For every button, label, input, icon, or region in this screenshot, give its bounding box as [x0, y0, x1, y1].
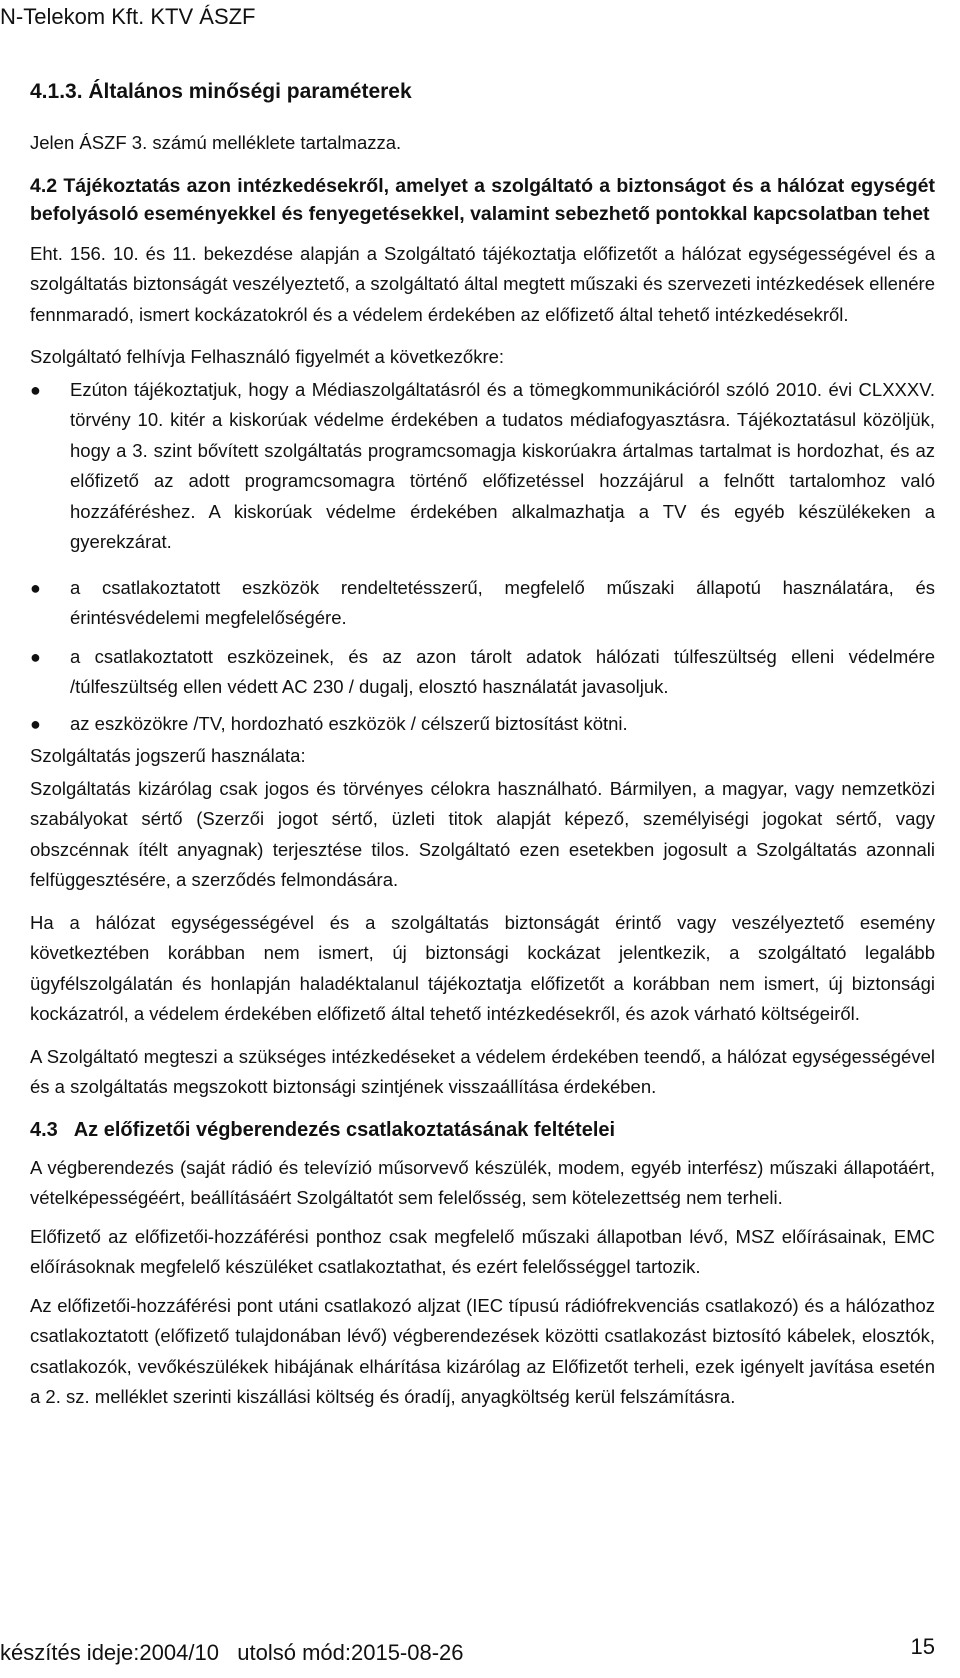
paragraph: Ha a hálózat egységességével és a szolgáltatás biztonságát érintő vagy veszélyeztető esemény következtében korábban nem ismert, új biztonsági kockázat jelentkezik, a szolgáltató legalább ügyfélszolgálatán és honlapján haladéktalanul tájékoztatja előfizetőt a korábban nem ismert, új biztonsági kockázatról, a védelem érdekében előfizető által tehető intézkedésekről, és azok várható költségeiről. — [30, 911, 935, 1024]
list-item — [30, 375, 935, 558]
paragraph: A Szolgáltató megteszi a szükséges intézkedéseket a védelem érdekében teendő, a hálózat egységességével és a szolgáltatás megszokott biztonsági szintjének visszaállítása érdekében. — [30, 1045, 935, 1097]
page-number: 15 — [910, 1634, 935, 1659]
bullet-icon: ● — [30, 577, 41, 598]
list-item — [30, 642, 935, 703]
section-4-3-title: 4.3 Az előfizetői végberendezés csatlakoztatásának feltételei — [30, 1118, 616, 1141]
page-header: N-Telekom Kft. KTV ÁSZF — [0, 4, 256, 29]
paragraph: Előfizető az előfizetői-hozzáférési ponthoz csak megfelelő műszaki állapotban lévő, MSZ előírásainak, EMC előírásoknak megfelelő készüléket csatlakoztathat, és ezért felelősséggel tartozik. — [30, 1225, 935, 1277]
footer-dates: készítés ideje:2004/10 utolsó mód:2015-08-26 — [0, 1640, 464, 1665]
list-item-text: a csatlakoztatott eszközök rendeltetésszerű, megfelelő műszaki állapotú használatára, és érintésvédelemi megfelelőségére. — [70, 576, 935, 628]
list-item-text: a csatlakoztatott eszközeinek, és az azon tárolt adatok hálózati túlfeszültség elleni védelmére /túlfeszültség ellen védett AC 230 / dugalj, elosztó használatát javasoljuk. — [70, 645, 935, 697]
paragraph: Szolgáltató felhívja Felhasználó figyelmét a következőkre: — [30, 346, 505, 367]
list-item — [30, 709, 935, 740]
paragraph: A végberendezés (saját rádió és televízió műsorvevő készülék, modem, egyéb interfész) műszaki állapotáért, vételképességéért, beállításáért Szolgáltatót sem felelősség, sem kötelezettség nem terheli. — [30, 1156, 935, 1208]
bullet-icon: ● — [30, 379, 41, 400]
page-footer — [0, 1634, 935, 1666]
list-item-text: Ezúton tájékoztatjuk, hogy a Médiaszolgáltatásról és a tömegkommunikációról szóló 2010. évi CLXXXV. törvény 10. kitér a kiskorúak védelme érdekében a tudatos médiafogyasztásra. Tájékoztatásul közöljük, hogy a 3. szint bővített szolgáltatás programcsomagja kiskorúakra ártalmas tartalmat is hordozhat, és az előfizető az adott programcsomagra történő előfizetéssel hozzájárul a felnőtt tartalomhoz való hozzáféréshez. A kiskorúak védelme érdekében alkalmazhatja a TV és egyéb készülékeken a gyerekzárat. — [70, 378, 935, 552]
section-4-2-heading: 4.2 Tájékoztatás azon intézkedésekről, amelyet a szolgáltató a biztonságot és a hálózat egységét befolyásoló eseményekkel és fenyegetésekkel, valamint sebezhető pontokkal kapcsolatban tehet — [30, 174, 935, 225]
section-intro: Jelen ÁSZF 3. számú melléklete tartalmazza. — [30, 132, 402, 153]
bullet-list — [30, 375, 935, 740]
list-item — [30, 573, 935, 634]
paragraph: Az előfizetői-hozzáférési pont utáni csatlakozó aljzat (IEC típusú rádiófrekvenciás csatlakozó) és a hálózathoz csatlakoztatott (előfizető tulajdonában lévő) végberendezések közötti csatlakozást biztosító kábelek, elosztók, csatlakozók, vevőkészülékek hibájának elhárítása kizárólag az Előfizetőt terheli, ezek igényelt javítása esetén a 2. sz. melléklet szerinti kiszállási költség és óradíj, anyagköltség kerül felszámításra. — [30, 1294, 935, 1407]
paragraph: Eht. 156. 10. és 11. bekezdése alapján a Szolgáltató tájékoztatja előfizetőt a hálózat egységességével és a szolgáltatás biztonságát veszélyeztető, a szolgáltató által megtett műszaki és szervezeti intézkedések ellenére fennmaradó, ismert kockázatokról és a védelem érdekében az előfizető által tehető intézkedésekről. — [30, 242, 935, 325]
bullet-icon: ● — [30, 646, 41, 667]
paragraph: Szolgáltatás jogszerű használata: — [30, 745, 306, 766]
list-item-text: az eszközökre /TV, hordozható eszközök / célszerű biztosítást kötni. — [70, 712, 628, 734]
paragraph: Szolgáltatás kizárólag csak jogos és törvényes célokra használható. Bármilyen, a magyar, vagy nemzetközi szabályokat sértő (Szerzői jogot sértő, üzleti titok alapját képező, személyiségi jogokat sértő, vagy obszcénnak ítélt anyagnak) terjesztése tilos. Szolgáltató ezen esetekben jogosult a Szolgáltatás azonnali felfüggesztésére, a szerződés felmondására. — [30, 777, 935, 890]
bullet-icon: ● — [30, 713, 41, 734]
section-title: 4.1.3. Általános minőségi paraméterek — [30, 80, 412, 103]
page-content — [30, 128, 935, 1413]
